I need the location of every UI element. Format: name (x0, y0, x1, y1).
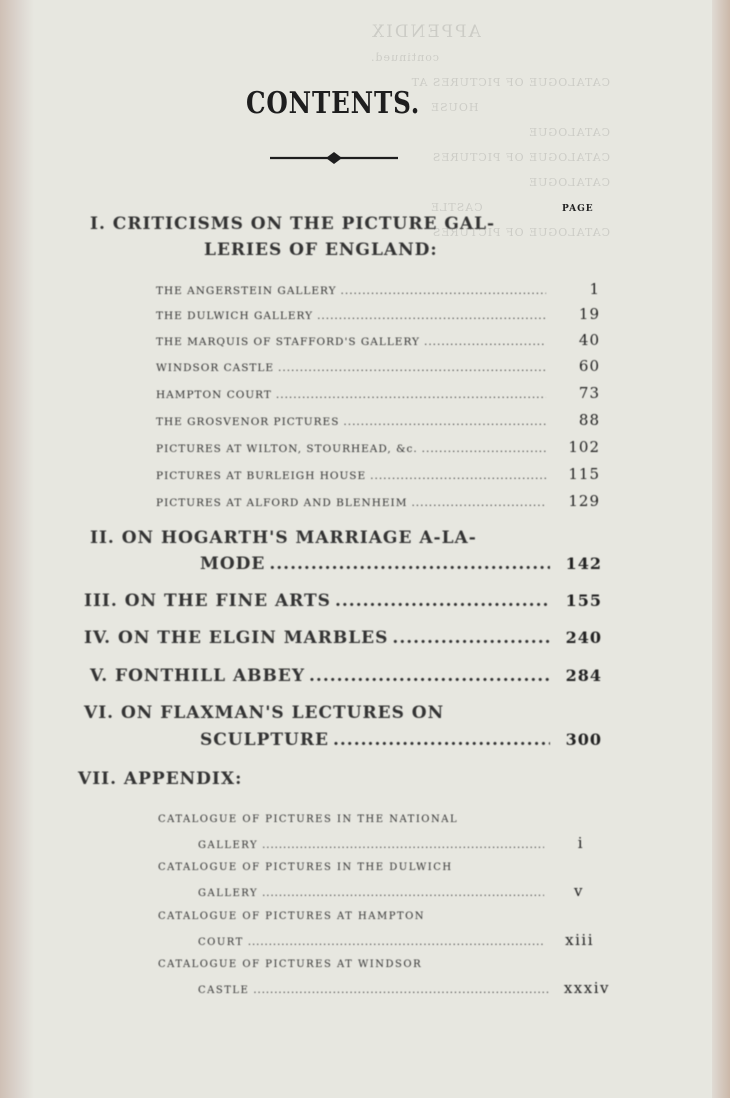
section-heading (84, 703, 554, 723)
entry-title: HAMPTON COURT (156, 389, 272, 401)
appendix-entry-line (158, 862, 578, 873)
book-spine-shadow (0, 0, 34, 1098)
appendix-entry-line (158, 814, 578, 825)
section-heading (90, 214, 560, 234)
toc-entry (156, 331, 600, 349)
section-label: II. ON HOGARTH'S MARRIAGE A-LA- (90, 528, 477, 548)
section-label: V. FONTHILL ABBEY (90, 666, 305, 686)
leader-dots (422, 443, 546, 455)
page-number: 73 (578, 384, 600, 402)
page-edge (712, 0, 730, 1098)
leader-dots (262, 840, 544, 851)
section-label: I. CRITICISMS ON THE PICTURE GAL- (90, 214, 496, 234)
page-number: xxxiv (563, 979, 610, 997)
leader-dots (278, 362, 546, 374)
page-number: v (574, 882, 584, 900)
section-heading-continued (204, 240, 504, 260)
entry-title-continued: CASTLE (198, 985, 250, 996)
entry-title: THE GROSVENOR PICTURES (156, 416, 340, 428)
page-number: 40 (578, 331, 600, 349)
page-number: 142 (565, 554, 602, 573)
appendix-entry-line (158, 959, 578, 970)
page-number: 129 (568, 492, 600, 510)
toc-entry (198, 979, 610, 997)
page-number: 284 (565, 666, 602, 685)
toc-entry (156, 411, 600, 429)
leader-dots (269, 554, 550, 574)
entry-title-continued: GALLERY (198, 840, 259, 851)
section-heading (90, 528, 560, 548)
toc-entry (156, 492, 600, 510)
toc-entry (198, 834, 584, 852)
section-label: III. ON THE FINE ARTS (84, 591, 331, 611)
entry-title: PICTURES AT WILTON, STOURHEAD, &c. (156, 443, 418, 455)
appendix-entry-line (158, 911, 578, 922)
entry-title: THE ANGERSTEIN GALLERY (156, 285, 337, 297)
toc-entry (156, 305, 600, 323)
page-number: 19 (578, 305, 600, 323)
toc-entry (200, 730, 602, 750)
entry-title: THE MARQUIS OF STAFFORD'S GALLERY (156, 336, 420, 348)
leader-dots (370, 470, 546, 482)
entry-title: CATALOGUE OF PICTURES AT HAMPTON (158, 911, 426, 922)
page-number: 1 (589, 280, 600, 298)
toc-entry (156, 438, 600, 456)
page-number: 115 (568, 465, 600, 483)
section-label: VII. APPENDIX: (78, 769, 243, 789)
page-number: xiii (565, 931, 594, 949)
toc-entry (84, 591, 602, 611)
leader-dots (253, 985, 550, 996)
toc-entry (198, 882, 584, 900)
section-label: LERIES OF ENGLAND: (204, 240, 438, 260)
leader-dots (411, 497, 546, 509)
entry-title-continued: COURT (198, 937, 244, 948)
show-through-heading: APPENDIX (370, 22, 481, 42)
toc-entry (156, 357, 600, 375)
entry-title: CATALOGUE OF PICTURES IN THE DULWICH (158, 862, 453, 873)
page-number: 155 (565, 591, 602, 610)
show-through-line: CATALOGUE OF PICTURES (431, 226, 610, 239)
page-number: 102 (568, 438, 600, 456)
entry-title: WINDSOR CASTLE (156, 362, 275, 374)
entry-title: PICTURES AT BURLEIGH HOUSE (156, 470, 367, 482)
show-through-line: CASTLE (430, 201, 483, 214)
page-number: i (577, 834, 584, 852)
section-label: VI. ON FLAXMAN'S LECTURES ON (84, 703, 445, 723)
divider-ornament (268, 150, 400, 166)
toc-entry (84, 628, 602, 648)
leader-dots (248, 937, 544, 948)
leader-dots (424, 336, 546, 348)
section-label: MODE (200, 554, 266, 574)
entry-title: CATALOGUE OF PICTURES AT WINDSOR (158, 959, 423, 970)
show-through-line: HOUSE (430, 101, 479, 114)
entry-title-continued: GALLERY (198, 888, 259, 899)
entry-title: PICTURES AT ALFORD AND BLENHEIM (156, 497, 408, 509)
section-label: SCULPTURE (200, 730, 329, 750)
page-number: 300 (565, 730, 602, 749)
section-label: IV. ON THE ELGIN MARBLES (84, 628, 389, 648)
page-number: 60 (578, 357, 600, 375)
page-column-label: PAGE (562, 204, 594, 214)
entry-title: THE DULWICH GALLERY (156, 310, 314, 322)
show-through-line: CATALOGUE (528, 176, 610, 189)
leader-dots (341, 285, 546, 297)
entry-title: CATALOGUE OF PICTURES IN THE NATIONAL (158, 814, 459, 825)
toc-entry (156, 280, 600, 298)
show-through-line: CATALOGUE OF PICTURES (431, 151, 610, 164)
page-number: 88 (578, 411, 600, 429)
leader-dots (317, 310, 546, 322)
leader-dots (309, 666, 550, 686)
leader-dots (333, 730, 550, 750)
page-title: CONTENTS. (246, 86, 421, 121)
leader-dots (343, 416, 546, 428)
show-through-line: CATALOGUE (528, 126, 610, 139)
toc-entry (200, 554, 602, 574)
leader-dots (392, 628, 550, 648)
section-heading (78, 769, 478, 789)
show-through-line: continued. (370, 51, 440, 64)
toc-entry (156, 384, 600, 402)
toc-entry (198, 931, 594, 949)
leader-dots (335, 591, 550, 611)
toc-entry (156, 465, 600, 483)
leader-dots (262, 888, 544, 899)
page-number: 240 (565, 628, 602, 647)
toc-entry (90, 666, 602, 686)
show-through-line: CATALOGUE OF PICTURES AT (410, 76, 610, 89)
leader-dots (276, 389, 546, 401)
